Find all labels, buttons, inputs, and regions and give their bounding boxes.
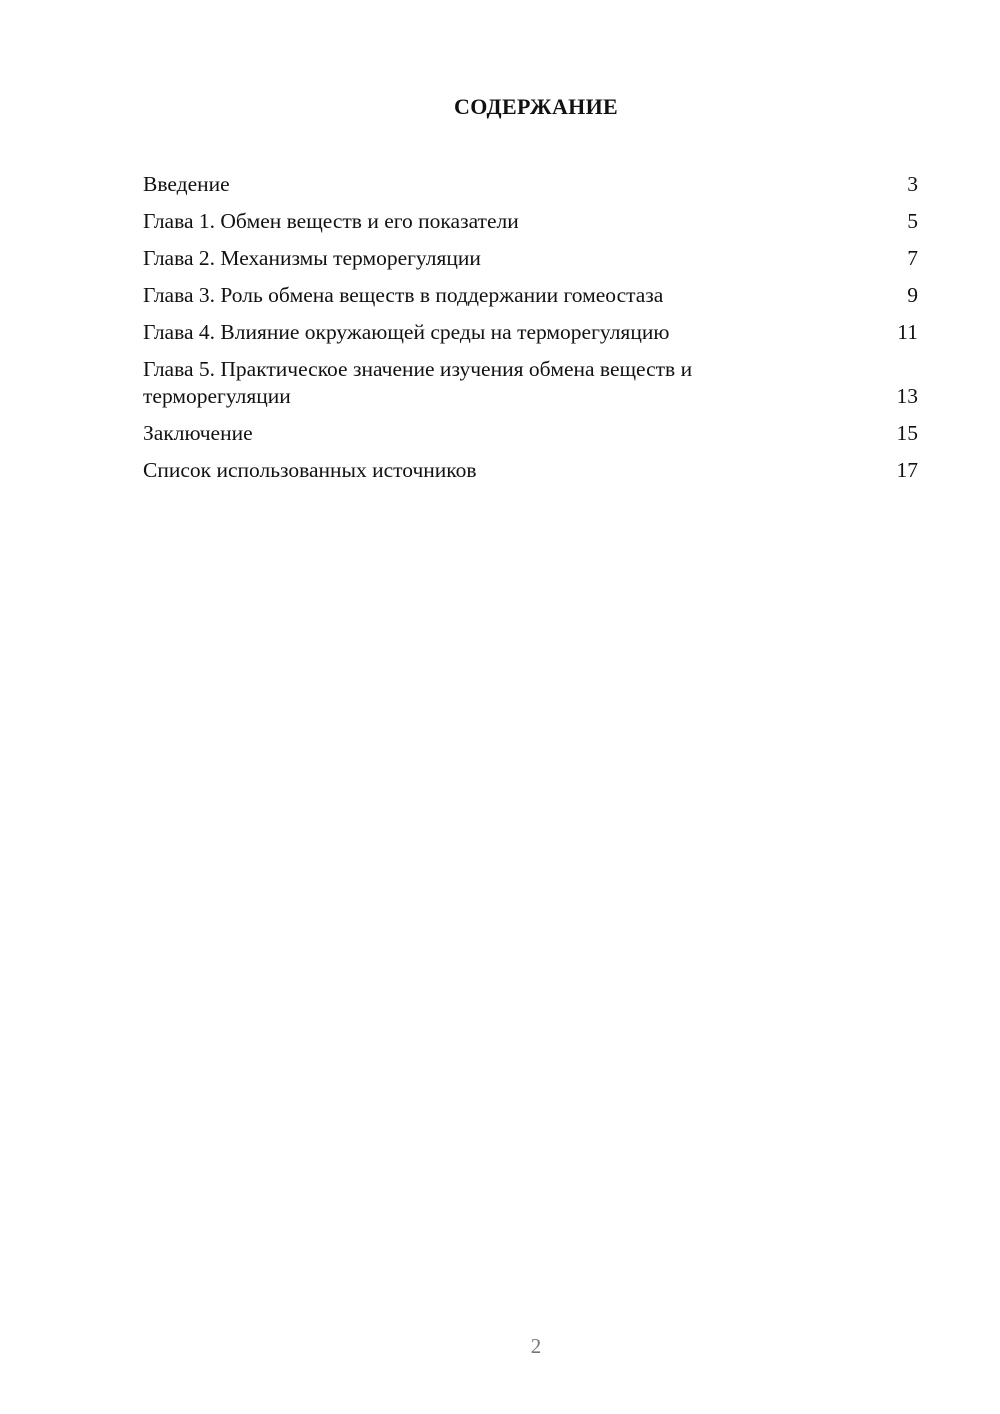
page-title: СОДЕРЖАНИЕ: [454, 94, 618, 119]
toc-entry-chapter-3[interactable]: [143, 282, 918, 309]
toc-entry-page: 5: [907, 209, 918, 233]
toc-entry-title: Глава 4. Влияние окружающей среды на терморегуляцию: [143, 320, 670, 344]
toc-entry-chapter-1[interactable]: [143, 208, 918, 235]
toc-entry-page: 3: [907, 172, 918, 196]
toc-entry-title: Заключение: [143, 421, 253, 445]
toc-entry-chapter-4[interactable]: [143, 319, 918, 346]
toc-entry-introduction[interactable]: [143, 171, 918, 198]
toc-entry-title: Глава 3. Роль обмена веществ в поддержании гомеостаза: [143, 283, 664, 307]
toc-entry-page: 15: [896, 421, 918, 445]
toc-entry-page: 17: [896, 458, 918, 482]
toc-entry-conclusion[interactable]: [143, 420, 918, 447]
table-of-contents: [143, 171, 918, 494]
toc-entry-title: Глава 2. Механизмы терморегуляции: [143, 246, 481, 270]
toc-entry-title: Список использованных источников: [143, 458, 477, 482]
toc-entry-chapter-5[interactable]: [143, 356, 918, 410]
toc-entry-title: Глава 1. Обмен веществ и его показатели: [143, 209, 519, 233]
toc-entry-page: 9: [907, 283, 918, 307]
page-number: 2: [530, 1334, 542, 1358]
toc-entry-page: 13: [896, 384, 918, 408]
toc-entry-title: Глава 5. Практическое значение изучения обмена веществ и терморегуляции: [143, 357, 693, 408]
toc-entry-page: 11: [897, 320, 918, 344]
toc-entry-references[interactable]: [143, 457, 918, 484]
toc-entry-chapter-2[interactable]: [143, 245, 918, 272]
toc-entry-title: Введение: [143, 172, 230, 196]
toc-entry-page: 7: [907, 246, 918, 270]
